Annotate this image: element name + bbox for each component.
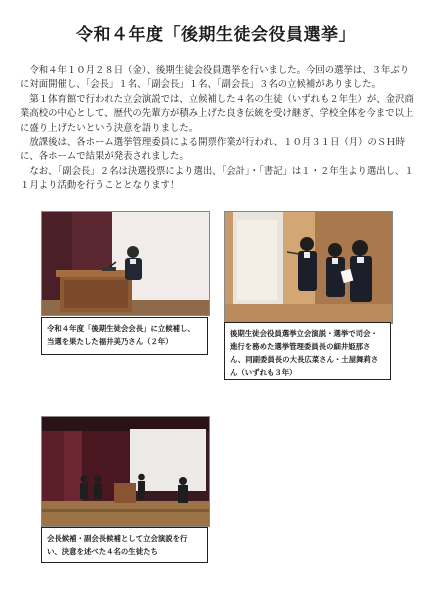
caption-2: 後期生徒会役員選挙立会演説・選挙で司会・進行を務めた選挙管理委員長の細井姫那さん、同副委員長の大長広菜さん・土屋舞莉さん（いずれも３年） [224,322,391,380]
paragraph-1: 令和４年１０月２８日（金）、後期生徒会役員選挙を行いました。今回の選挙は、３年ぶりに対面開催し、「会長」１名、「副会長」１名、「副会長」３名の立候補がありました。 [20,65,410,91]
caption-1: 令和４年度「後期生徒会会長」に立候補し、当選を果たした福井美乃さん（２年） [41,317,208,355]
caption-3: 会長候補・副会長候補として立会演説を行い、決意を述べた４名の生徒たち [41,527,208,563]
paragraph-3: 放課後は、各ホーム選挙管理委員による開票作業が行われ、１０月３１日（月）のＳＨ時に、各ホームで結果が発表されました。 [20,137,405,163]
page-title: 令和４年度「後期生徒会役員選挙」 [76,25,356,45]
photo-podium-speaker-image [42,212,209,315]
article-body [20,64,416,194]
photo-podium-speaker [41,211,210,316]
photo-gym-stage-image [42,417,209,526]
photo-gym-stage [41,416,210,527]
photo-committee-members [224,211,393,324]
photo-committee-members-image [225,212,392,323]
paragraph-4: なお、「副会長」２名は決選投票により選出、「会計」・「書記」は１・２年生より選出し、１１月より活動を行うこととなります！ [20,165,414,192]
paragraph-2: 第１体育館で行われた立会演説では、立候補した４名の生徒（いずれも２年生）が、金沢商業高校の中心として、歴代の先輩方が積み上げた良き伝統を受け継ぎ、学校全体を今まで以上に盛り上げたいという決意を語りました。 [20,93,414,134]
